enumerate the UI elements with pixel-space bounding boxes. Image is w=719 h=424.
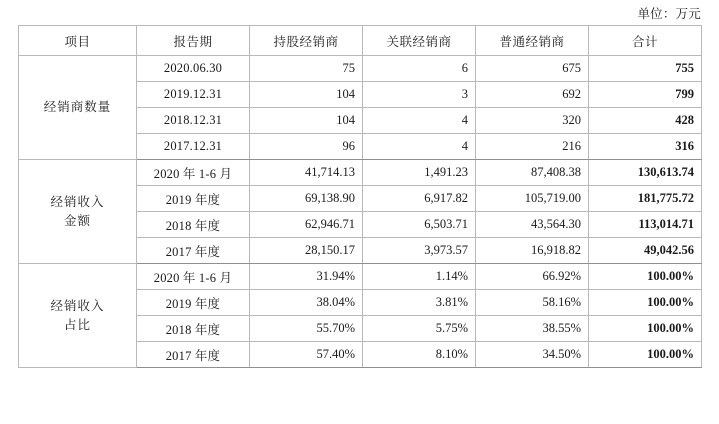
cell-total: 100.00% [589,342,702,368]
group-label-distributor-count: 经销商数量 [19,56,137,160]
cell-period: 2017 年度 [137,238,250,264]
cell-related: 3,973.57 [363,238,476,264]
cell-ordinary: 43,564.30 [476,212,589,238]
group-label-distribution-revenue-share [19,264,137,368]
cell-total: 49,042.56 [589,238,702,264]
group-label-distribution-revenue-amount [19,160,137,264]
cell-holding: 31.94% [250,264,363,290]
cell-ordinary: 87,408.38 [476,160,589,186]
cell-ordinary: 34.50% [476,342,589,368]
cell-period: 2019 年度 [137,186,250,212]
cell-related: 8.10% [363,342,476,368]
column-header-ordinary-distributor: 普通经销商 [476,26,589,56]
cell-holding: 62,946.71 [250,212,363,238]
cell-total: 100.00% [589,316,702,342]
cell-related: 6 [363,56,476,82]
column-header-total: 合计 [589,26,702,56]
group-label-line1: 经销收入 [50,299,105,314]
cell-ordinary: 38.55% [476,316,589,342]
cell-total: 100.00% [589,264,702,290]
cell-period: 2018 年度 [137,212,250,238]
unit-note: 单位：万元 [637,7,701,21]
table-header [19,26,702,56]
table-row [19,160,702,186]
cell-total: 799 [589,82,702,108]
cell-related: 4 [363,108,476,134]
cell-total: 130,613.74 [589,160,702,186]
cell-holding: 28,150.17 [250,238,363,264]
group-label-line2: 金额 [63,213,91,228]
distributor-statistics-table [18,25,702,368]
cell-period: 2017.12.31 [137,134,250,160]
cell-related: 1.14% [363,264,476,290]
column-header-holding-distributor: 持股经销商 [250,26,363,56]
table-row [19,56,702,82]
cell-period: 2020 年 1-6 月 [137,160,250,186]
table-body [19,56,702,368]
cell-related: 6,917.82 [363,186,476,212]
cell-holding: 55.70% [250,316,363,342]
cell-ordinary: 58.16% [476,290,589,316]
cell-period: 2017 年度 [137,342,250,368]
cell-total: 181,775.72 [589,186,702,212]
table-header-row [19,26,702,56]
cell-related: 6,503.71 [363,212,476,238]
cell-holding: 104 [250,108,363,134]
group-label-line1: 经销收入 [50,195,105,210]
cell-related: 3 [363,82,476,108]
cell-total: 755 [589,56,702,82]
column-header-related-distributor: 关联经销商 [363,26,476,56]
cell-related: 5.75% [363,316,476,342]
cell-holding: 69,138.90 [250,186,363,212]
cell-holding: 75 [250,56,363,82]
table-row [19,264,702,290]
cell-period: 2018.12.31 [137,108,250,134]
cell-related: 4 [363,134,476,160]
cell-period: 2020.06.30 [137,56,250,82]
cell-holding: 96 [250,134,363,160]
cell-ordinary: 216 [476,134,589,160]
cell-ordinary: 675 [476,56,589,82]
column-header-item: 项目 [19,26,137,56]
cell-related: 3.81% [363,290,476,316]
cell-total: 316 [589,134,702,160]
column-header-period: 报告期 [137,26,250,56]
cell-period: 2019 年度 [137,290,250,316]
cell-ordinary: 66.92% [476,264,589,290]
cell-period: 2018 年度 [137,316,250,342]
cell-ordinary: 105,719.00 [476,186,589,212]
cell-ordinary: 320 [476,108,589,134]
cell-total: 428 [589,108,702,134]
cell-total: 100.00% [589,290,702,316]
cell-period: 2020 年 1-6 月 [137,264,250,290]
cell-holding: 38.04% [250,290,363,316]
cell-period: 2019.12.31 [137,82,250,108]
group-label-line2: 占比 [63,317,91,332]
cell-total: 113,014.71 [589,212,702,238]
cell-holding: 104 [250,82,363,108]
cell-holding: 57.40% [250,342,363,368]
cell-related: 1,491.23 [363,160,476,186]
cell-ordinary: 692 [476,82,589,108]
cell-ordinary: 16,918.82 [476,238,589,264]
cell-holding: 41,714.13 [250,160,363,186]
